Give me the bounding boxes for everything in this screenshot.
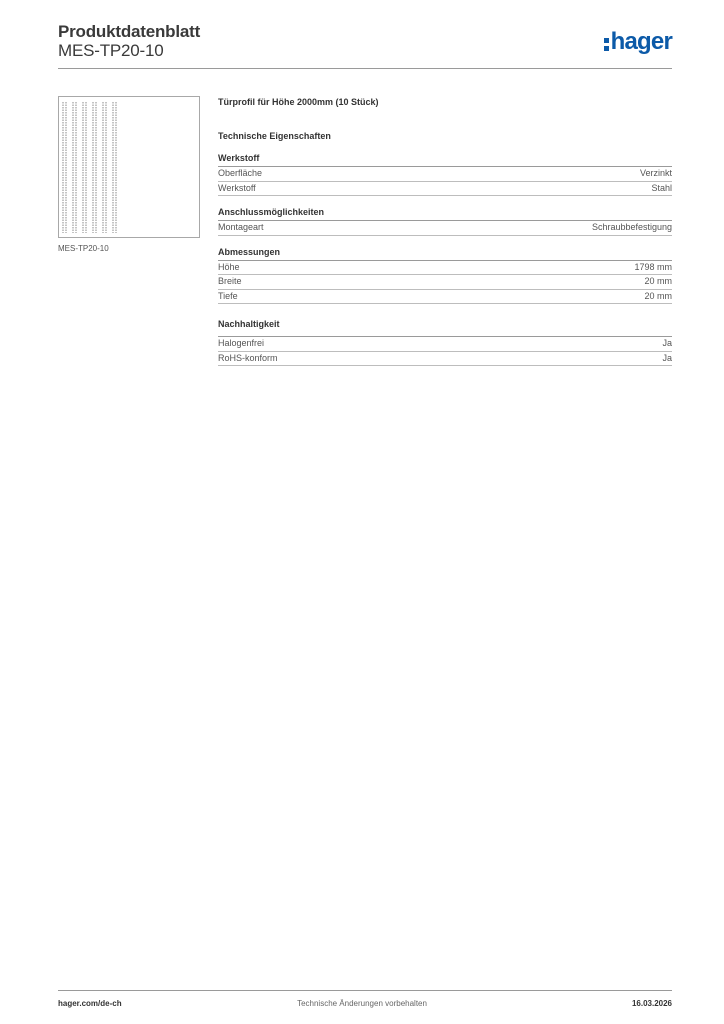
group-abmessungen [218, 246, 672, 305]
property-row [218, 221, 672, 236]
property-value: Schraubbefestigung [591, 222, 672, 232]
group-title: Abmessungen [218, 246, 281, 257]
property-row [218, 337, 672, 352]
hager-logo [604, 28, 672, 56]
group-title: Werkstoff [218, 153, 260, 163]
property-row [218, 352, 672, 367]
property-label: Halogenfrei [218, 338, 265, 348]
property-value: 20 mm [644, 290, 672, 301]
footer-date: 16.03.2026 [631, 999, 672, 1008]
property-row [218, 261, 672, 276]
property-value: 1798 mm [634, 261, 672, 272]
image-caption: MES-TP20-10 [58, 244, 109, 253]
property-row [218, 275, 672, 290]
product-image [58, 96, 200, 238]
property-label: Breite [218, 276, 242, 286]
property-label: Tiefe [218, 290, 238, 301]
property-label: Oberfläche [218, 168, 263, 178]
section-title: Technische Eigenschaften [218, 131, 331, 141]
footer-website: hager.com/de-ch [58, 999, 122, 1008]
document-subtitle: MES-TP20-10 [58, 41, 164, 60]
property-row [218, 290, 672, 305]
property-value: Ja [662, 352, 672, 363]
group-anschlussmoeglichkeiten [218, 206, 672, 236]
property-row [218, 182, 672, 197]
header-divider [58, 68, 672, 69]
product-name: Türprofil für Höhe 2000mm (10 Stück) [218, 97, 379, 107]
door-profile-icon [59, 97, 199, 237]
property-label: Montageart [218, 222, 264, 232]
product-details [218, 96, 672, 366]
group-title: Anschlussmöglichkeiten [218, 207, 325, 217]
property-label: Werkstoff [218, 182, 256, 193]
property-label: RoHS-konform [218, 352, 278, 363]
property-label: Höhe [218, 261, 240, 272]
logo-text: hager [610, 28, 672, 55]
property-row [218, 167, 672, 182]
property-value: Stahl [651, 182, 672, 193]
footer-notice: Technische Änderungen vorbehalten [297, 999, 427, 1008]
property-value: 20 mm [644, 276, 672, 286]
document-title: Produktdatenblatt [58, 22, 201, 41]
footer-divider [58, 990, 672, 991]
property-value: Verzinkt [639, 168, 672, 178]
logo-dots-icon [604, 38, 609, 51]
page-header [58, 22, 672, 70]
property-value: Ja [662, 338, 672, 348]
group-werkstoff [218, 152, 672, 196]
group-title: Nachhaltigkeit [218, 319, 280, 329]
group-nachhaltigkeit [218, 318, 672, 366]
